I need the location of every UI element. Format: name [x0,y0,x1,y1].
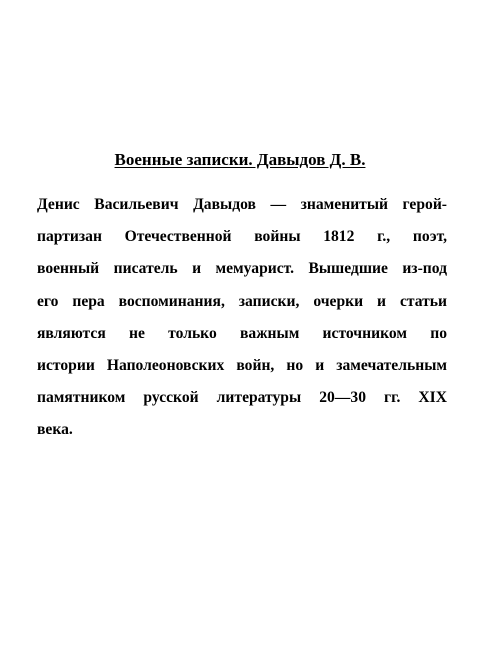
annotation-paragraph [37,189,447,447]
paragraph-line: военный писатель и мемуарист. Вышедшие из-под [37,260,447,278]
paragraph-line: истории Наполеоновских войн, но и замечательным [37,357,447,375]
paragraph-line: века. [37,421,73,439]
paragraph-line: Денис Васильевич Давыдов — знаменитый герой- [37,196,447,213]
paragraph-line: являются не только важным источником по [37,324,447,342]
paragraph-line: его пера воспоминания, записки, очерки и статьи [37,292,447,310]
paragraph-line: памятником русской литературы 20—30 гг. XIX [37,389,447,407]
paragraph-line: партизан Отечественной войны 1812 г., поэт, [37,228,447,246]
document-title: Военные записки. Давыдов Д. В. [114,150,366,169]
